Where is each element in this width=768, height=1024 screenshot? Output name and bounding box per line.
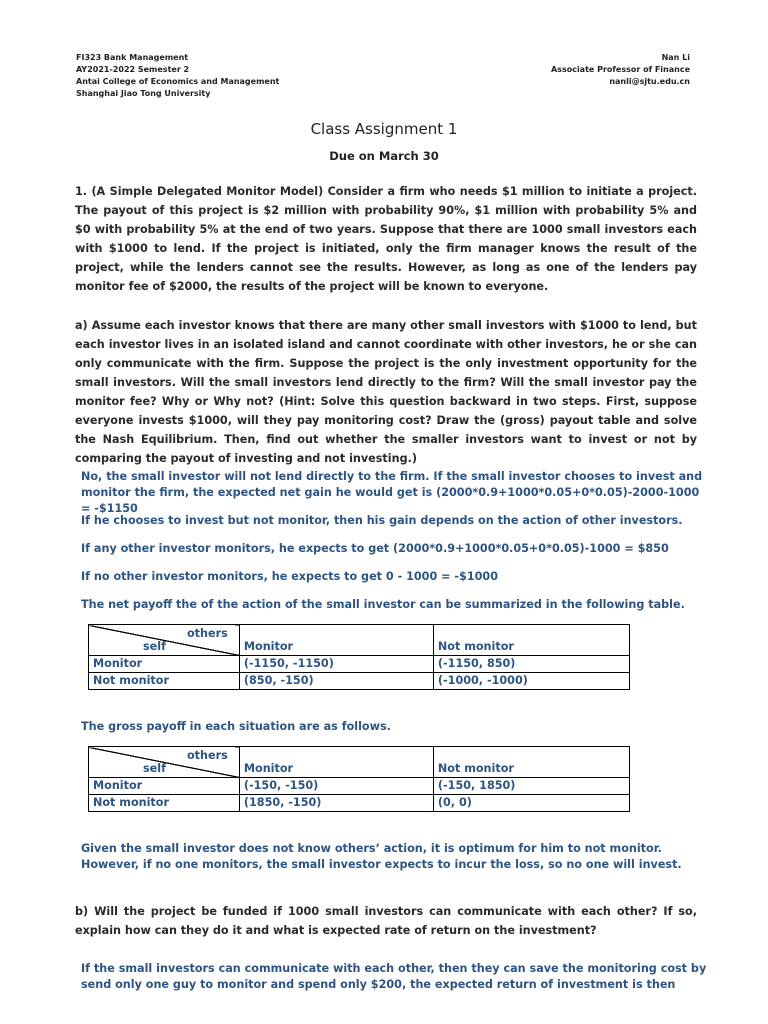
table-corner-cell bbox=[89, 625, 240, 656]
university: Shanghai Jiao Tong University bbox=[76, 89, 211, 98]
table-header-row bbox=[89, 625, 630, 656]
corner-others-label: others bbox=[187, 749, 228, 762]
table-cell: (-1000, -1000) bbox=[433, 673, 629, 690]
answer-a-paragraph-1: No, the small investor will not lend directly to the firm. If the small investor chooses to invest and monitor the firm, the expected net gain he would get is (2000*0.9+1000*0.05+0*0.05)-2000-1000 = -$1150 bbox=[81, 470, 703, 515]
answer-a-paragraph-4: If no other investor monitors, he expects to get 0 - 1000 = -$1000 bbox=[81, 570, 498, 583]
course-name: FI323 Bank Management bbox=[76, 53, 189, 62]
table-header-row bbox=[89, 747, 630, 778]
table-cell: (850, -150) bbox=[239, 673, 433, 690]
table-corner-cell bbox=[89, 747, 240, 778]
corner-self-label: self bbox=[143, 762, 166, 775]
instructor-title: Associate Professor of Finance bbox=[550, 65, 690, 74]
table-cell: (0, 0) bbox=[433, 795, 629, 812]
table-cell: (-150, -150) bbox=[239, 778, 433, 795]
answer-a-paragraph-5: The net payoff the of the action of the small investor can be summarized in the following table. bbox=[81, 598, 685, 611]
instructor-header bbox=[551, 52, 690, 88]
table-cell: (1850, -150) bbox=[239, 795, 433, 812]
page-title: Class Assignment 1 bbox=[310, 120, 458, 138]
college: Antai College of Economics and Management bbox=[76, 77, 280, 86]
answer-a-paragraph-2: If he chooses to invest but not monitor, then his gain depends on the action of other investors. bbox=[81, 514, 683, 527]
due-date: Due on March 30 bbox=[329, 149, 439, 163]
table-row bbox=[89, 795, 630, 812]
table-cell: (-1150, -1150) bbox=[239, 656, 433, 673]
table-row bbox=[89, 778, 630, 795]
semester: AY2021-2022 Semester 2 bbox=[76, 65, 190, 74]
corner-others-label: others bbox=[187, 627, 228, 640]
column-header: Not monitor bbox=[433, 747, 629, 778]
question-1a: a) Assume each investor knows that there are many other small investors with $1000 to lend, but each investor lives in an isolated island and cannot coordinate with other investors, he or she can only communicate with the firm. Suppose the project is the only investment opportunity for the small investors. Will the small investors lend directly to the firm? Will the small investor pay the monitor fee? Why or Why not? (Hint: Solve this question backward in two steps. First, suppose everyone invests $1000, will they pay monitoring cost? Draw the (gross) payout table and solve the Nash Equilibrium. Then, find out whether the smaller investors want to invest or not by comparing the payout of investing and not investing.) bbox=[75, 319, 697, 465]
answer-b-paragraph-1: If the small investors can communicate with each other, then they can save the monitoring cost by send only one guy to monitor and spend only $200, the expected return of investment is then bbox=[81, 962, 707, 991]
row-label: Monitor bbox=[89, 778, 240, 795]
column-header: Not monitor bbox=[433, 625, 629, 656]
column-header: Monitor bbox=[239, 625, 433, 656]
table-row bbox=[89, 656, 630, 673]
row-label: Not monitor bbox=[89, 673, 240, 690]
question-1b: b) Will the project be funded if 1000 small investors can communicate with each other? If so, explain how can they do it and what is expected rate of return on the investment? bbox=[75, 905, 697, 937]
column-header: Monitor bbox=[239, 747, 433, 778]
corner-self-label: self bbox=[143, 640, 166, 653]
table-row bbox=[89, 673, 630, 690]
row-label: Not monitor bbox=[89, 795, 240, 812]
gross-payoff-table bbox=[88, 746, 630, 812]
table-cell: (-1150, 850) bbox=[433, 656, 629, 673]
table-cell: (-150, 1850) bbox=[433, 778, 629, 795]
answer-a-paragraph-6: The gross payoff in each situation are as follows. bbox=[81, 720, 391, 733]
course-header bbox=[76, 52, 279, 100]
net-payoff-table bbox=[88, 624, 630, 690]
answer-a-paragraph-3: If any other investor monitors, he expects to get (2000*0.9+1000*0.05+0*0.05)-1000 = $850 bbox=[81, 542, 669, 555]
row-label: Monitor bbox=[89, 656, 240, 673]
question-1: 1. (A Simple Delegated Monitor Model) Consider a firm who needs $1 million to initiate a project. The payout of this project is $2 million with probability 90%, $1 million with probability 5% and $0 with probability 5% at the end of two years. Suppose that there are 1000 small investors each with $1000 to lend. If the project is initiated, only the firm manager knows the result of the project, while the lenders cannot see the results. However, as long as one of the lenders pay monitor fee of $2000, the results of the project will be known to everyone. bbox=[75, 185, 697, 293]
answer-a-conclusion: Given the small investor does not know others’ action, it is optimum for him to not monitor. However, if no one monitors, the small investor expects to incur the loss, so no one will invest. bbox=[81, 842, 682, 871]
instructor-name: Nan Li bbox=[661, 53, 690, 62]
instructor-email: nanli@sjtu.edu.cn bbox=[609, 77, 690, 86]
